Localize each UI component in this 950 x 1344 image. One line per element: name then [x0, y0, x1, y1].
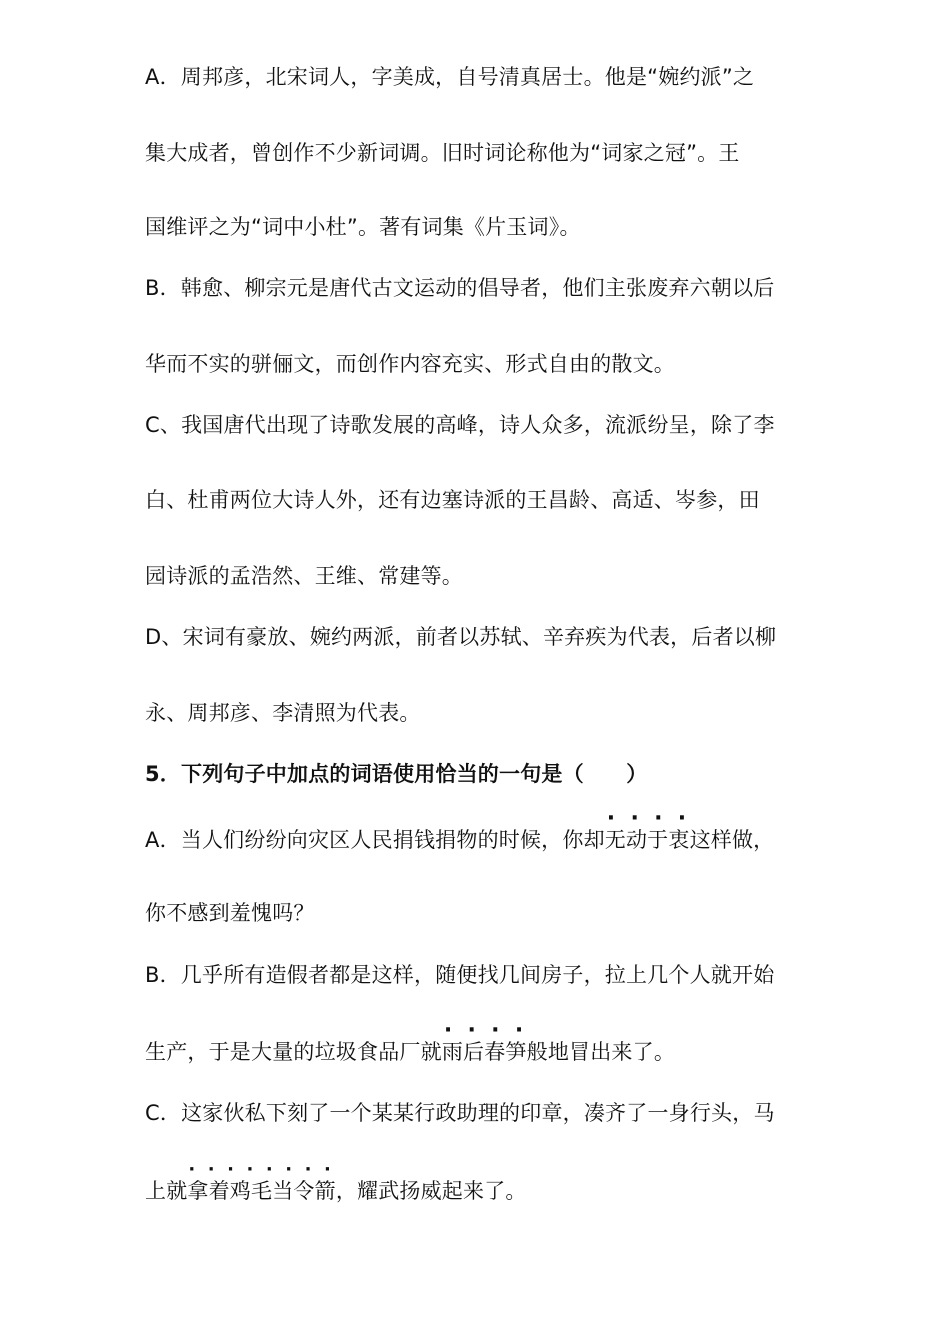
question-5-stem: 5．下列句子中加点的词语使用恰当的一句是（ ） — [145, 762, 648, 786]
q5-c-text-before: 上就 — [145, 1179, 188, 1203]
option-b-line-2: 华而不实的骈俪文，而创作内容充实、形式自由的散文。 — [145, 352, 675, 376]
q5-option-a-line-1 — [145, 825, 774, 855]
q5-option-b-line-1: B．几乎所有造假者都是这样，随便找几间房子，拉上几个人就开始 — [145, 963, 775, 987]
q5-a-text-before: A．当人们纷纷向灾区人民捐钱捐物的时候，你却 — [145, 828, 605, 852]
option-a-line-2: 集大成者，曾创作不少新词调。旧时词论称他为“词家之冠”。王 — [145, 141, 740, 165]
q5-c-dotted-phrase: · · 拿着鸡毛当令箭 — [187, 1179, 335, 1203]
q5-option-c-line-2 — [145, 1176, 527, 1206]
option-c-line-1: C、我国唐代出现了诗歌发展的高峰，诗人众多，流派纷呈，除了李 — [145, 413, 775, 437]
option-c-line-3: 园诗派的孟浩然、王维、常建等。 — [145, 564, 463, 588]
option-c-line-2: 白、杜甫两位大诗人外，还有边塞诗派的王昌龄、高适、岑参，田 — [145, 488, 760, 512]
option-d-line-2: 永、周邦彦、李清照为代表。 — [145, 701, 421, 725]
q5-option-a-line-2: 你不感到羞愧吗？ — [145, 901, 315, 925]
option-b-line-1: B．韩愈、柳宗元是唐代古文运动的倡导者，他们主张废弃六朝以后 — [145, 276, 775, 300]
q5-b-text-after: 般地冒出来了。 — [526, 1040, 676, 1064]
q5-b-text-before: 生产，于是大量的垃圾食品厂就 — [145, 1040, 442, 1064]
option-a-line-3: 国维评之为“词中小杜”。著有词集《片玉词》。 — [145, 215, 581, 239]
option-d-line-1: D、宋词有豪放、婉约两派，前者以苏轼、辛弃疾为代表，后者以柳 — [145, 625, 777, 649]
q5-b-dotted-phrase: · · 雨后春笋 — [442, 1040, 527, 1064]
q5-c-text-after: ，耀武扬威起来了。 — [335, 1179, 527, 1203]
q5-option-c-line-1: C．这家伙私下刻了一个某某行政助理的印章，凑齐了一身行头，马 — [145, 1101, 775, 1125]
option-a-line-1: A．周邦彦，北宋词人，字美成，自号清真居士。他是“婉约派”之 — [145, 65, 755, 89]
q5-option-b-line-2 — [145, 1037, 675, 1067]
q5-a-dotted-phrase: · · 无动于衷 — [605, 828, 690, 852]
q5-a-text-after: 这样做， — [689, 828, 775, 852]
